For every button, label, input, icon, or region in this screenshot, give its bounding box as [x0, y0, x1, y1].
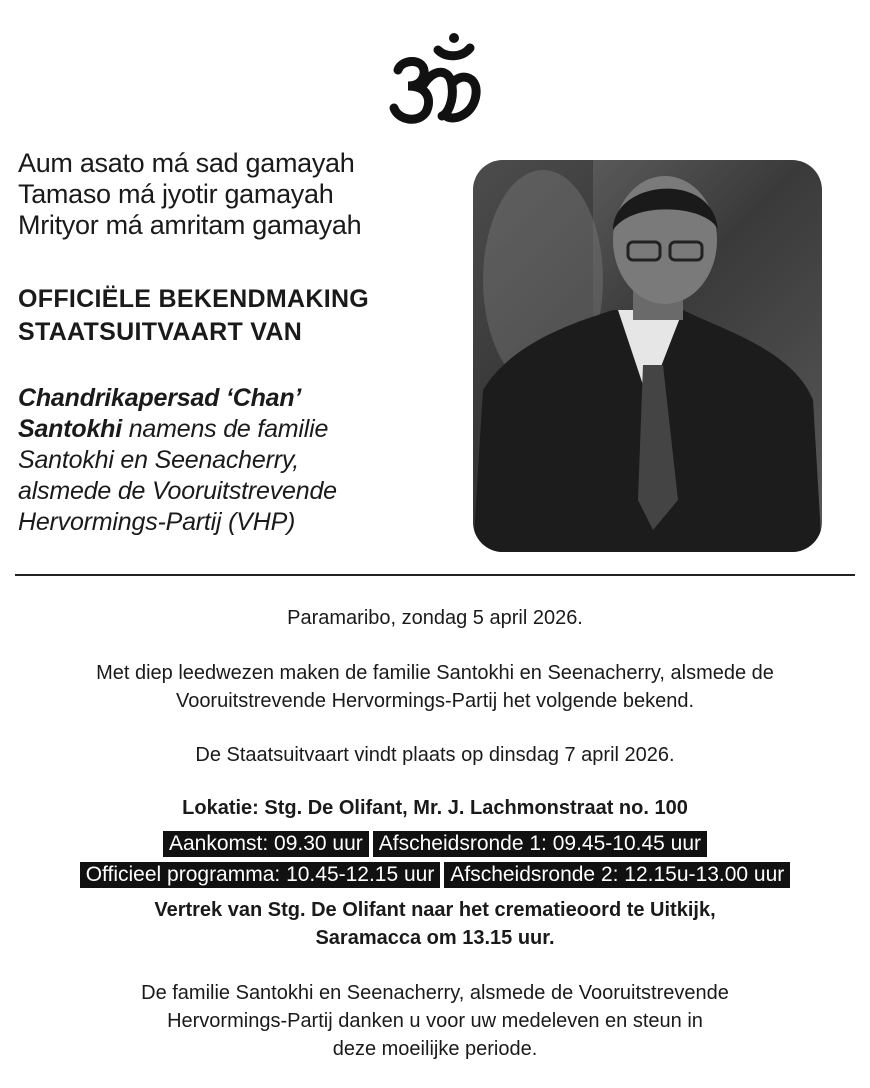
closing-text	[0, 979, 870, 1063]
om-icon	[388, 28, 483, 128]
departure-text	[0, 896, 870, 952]
deceased-surname: Santokhi	[18, 415, 122, 443]
closing-line: Hervormings-Partij danken u voor uw medeleven en steun in	[167, 1010, 703, 1032]
mantra-line: Tamaso má jyotir gamayah	[18, 179, 334, 209]
deceased-name: Chandrikapersad ‘Chan’	[18, 384, 302, 412]
intro-line: Met diep leedwezen maken de familie Santokhi en Seenacherry, alsmede de	[96, 662, 774, 684]
deceased-name-block	[18, 383, 337, 538]
dateline: Paramaribo, zondag 5 april 2026.	[287, 607, 583, 629]
heading-line: OFFICIËLE BEKENDMAKING	[18, 285, 370, 313]
portrait-photo	[473, 160, 822, 552]
heading-line: STAATSUITVAART VAN	[18, 318, 303, 346]
divider	[15, 574, 855, 576]
intro-text	[0, 659, 870, 715]
location: Lokatie: Stg. De Olifant, Mr. J. Lachmonstraat no. 100	[182, 797, 688, 819]
funeral-date: De Staatsuitvaart vindt plaats op dinsdag 7 april 2026.	[195, 744, 675, 766]
schedule-item: Aankomst: 09.30 uur	[163, 831, 369, 857]
name-text: Hervormings-Partij (VHP)	[18, 508, 296, 536]
intro-line: Vooruitstrevende Hervormings-Partij het volgende bekend.	[175, 690, 695, 712]
departure-line: Saramacca om 13.15 uur.	[315, 927, 555, 949]
departure-line: Vertrek van Stg. De Olifant naar het crematieoord te Uitkijk,	[154, 899, 716, 921]
closing-line: deze moeilijke periode.	[332, 1038, 538, 1060]
schedule-item: Officieel programma: 10.45-12.15 uur	[80, 862, 441, 888]
announcement-heading	[18, 283, 369, 349]
name-text: namens de familie	[121, 415, 329, 443]
name-text: Santokhi en Seenacherry,	[18, 446, 300, 474]
schedule-item: Afscheidsronde 2: 12.15u-13.00 uur	[444, 862, 790, 888]
mantra-line: Aum asato má sad gamayah	[18, 148, 355, 178]
schedule-row	[0, 830, 870, 858]
mantra-line: Mrityor má amritam gamayah	[18, 210, 362, 240]
mantra	[18, 148, 361, 241]
name-text: alsmede de Vooruitstrevende	[18, 477, 337, 505]
schedule-row	[0, 861, 870, 889]
schedule-item: Afscheidsronde 1: 09.45-10.45 uur	[373, 831, 707, 857]
closing-line: De familie Santokhi en Seenacherry, alsmede de Vooruitstrevende	[141, 982, 729, 1004]
